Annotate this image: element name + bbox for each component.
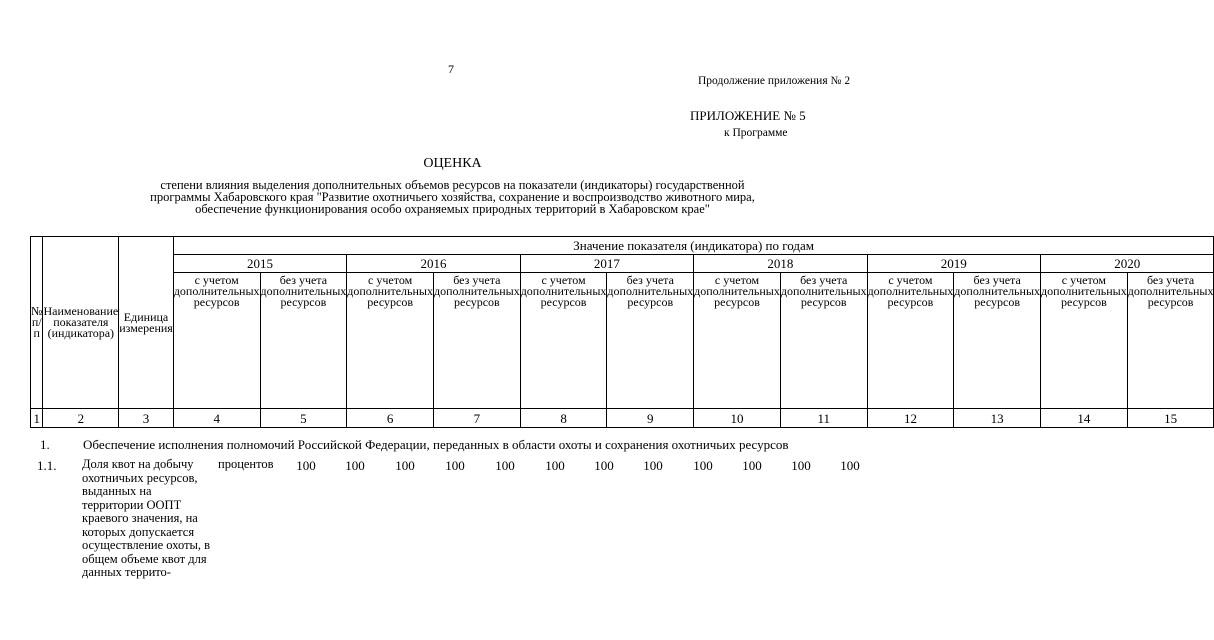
- header-year: 2019: [867, 255, 1040, 273]
- header-year: 2015: [173, 255, 346, 273]
- header-without-resources: без учета дополнительных ресурсов: [607, 273, 694, 409]
- subtitle-line: программы Хабаровского края "Развитие охотничьего хозяйства, сохранение и воспроизводство животного мира,: [150, 190, 755, 204]
- column-number: 4: [173, 409, 260, 428]
- header-without-resources: без учета дополнительных ресурсов: [954, 273, 1041, 409]
- column-number: 11: [780, 409, 867, 428]
- subtitle-line: степени влияния выделения дополнительных объемов ресурсов на показатели (индикаторы) государственной: [160, 178, 745, 192]
- row-value: 100: [345, 458, 365, 473]
- column-number: 1: [31, 409, 43, 428]
- header-with-resources: с учетом дополнительных ресурсов: [520, 273, 607, 409]
- header-year: 2017: [520, 255, 693, 273]
- section-number: 1.: [40, 437, 50, 452]
- row-value: 100: [395, 458, 415, 473]
- row-value: 100: [693, 458, 713, 473]
- header-with-resources: с учетом дополнительных ресурсов: [867, 273, 954, 409]
- column-number: 12: [867, 409, 954, 428]
- row-value: 100: [742, 458, 762, 473]
- page-number: 7: [448, 62, 454, 76]
- header-number: № п/п: [31, 237, 43, 409]
- column-number: 7: [433, 409, 520, 428]
- header-with-resources: с учетом дополнительных ресурсов: [694, 273, 781, 409]
- column-number: 10: [694, 409, 781, 428]
- row-value: 100: [594, 458, 614, 473]
- header-unit: Единица измерения: [119, 237, 174, 409]
- header-with-resources: с учетом дополнительных ресурсов: [173, 273, 260, 409]
- row-value: 100: [495, 458, 515, 473]
- row-value: 100: [445, 458, 465, 473]
- row-indicator-name: Доля квот на добычу охотничьих ресурсов, выданных на территории ООПТ краевого значения, на которых допускается осуществление охоты, в общем объеме квот для данных террито-: [82, 457, 211, 579]
- header-without-resources: без учета дополнительных ресурсов: [780, 273, 867, 409]
- to-program-label: к Программе: [724, 127, 788, 139]
- row-value: 100: [840, 458, 860, 473]
- row-value: 100: [545, 458, 565, 473]
- column-number: 14: [1041, 409, 1128, 428]
- column-number: 15: [1127, 409, 1214, 428]
- section-title: Обеспечение исполнения полномочий Российской Федерации, переданных в области охоты и сохранения охотничьих ресурсов: [83, 437, 789, 452]
- column-number: 9: [607, 409, 694, 428]
- header-without-resources: без учета дополнительных ресурсов: [260, 273, 347, 409]
- indicators-table: [30, 236, 1214, 428]
- document-title: ОЦЕНКА: [423, 156, 482, 171]
- continuation-note: Продолжение приложения № 2: [698, 75, 851, 87]
- column-number: 3: [119, 409, 174, 428]
- row-number: 1.1.: [37, 458, 57, 473]
- header-without-resources: без учета дополнительных ресурсов: [1127, 273, 1214, 409]
- header-without-resources: без учета дополнительных ресурсов: [433, 273, 520, 409]
- row-unit: процентов: [218, 457, 274, 471]
- document-subtitle: [60, 179, 845, 215]
- column-number: 5: [260, 409, 347, 428]
- row-value: 100: [791, 458, 811, 473]
- header-values: Значение показателя (индикатора) по годам: [173, 237, 1214, 255]
- appendix-label: ПРИЛОЖЕНИЕ № 5: [690, 108, 806, 123]
- header-name: Наименование показателя (индикатора): [43, 237, 119, 409]
- row-value: 100: [643, 458, 663, 473]
- header-year: 2018: [694, 255, 867, 273]
- header-year: 2020: [1041, 255, 1214, 273]
- column-number: 2: [43, 409, 119, 428]
- column-number: 8: [520, 409, 607, 428]
- header-year: 2016: [347, 255, 520, 273]
- header-with-resources: с учетом дополнительных ресурсов: [347, 273, 434, 409]
- subtitle-line: обеспечение функционирования особо охраняемых природных территорий в Хабаровском крае": [195, 202, 710, 216]
- column-number: 13: [954, 409, 1041, 428]
- column-number: 6: [347, 409, 434, 428]
- header-with-resources: с учетом дополнительных ресурсов: [1041, 273, 1128, 409]
- row-value: 100: [296, 458, 316, 473]
